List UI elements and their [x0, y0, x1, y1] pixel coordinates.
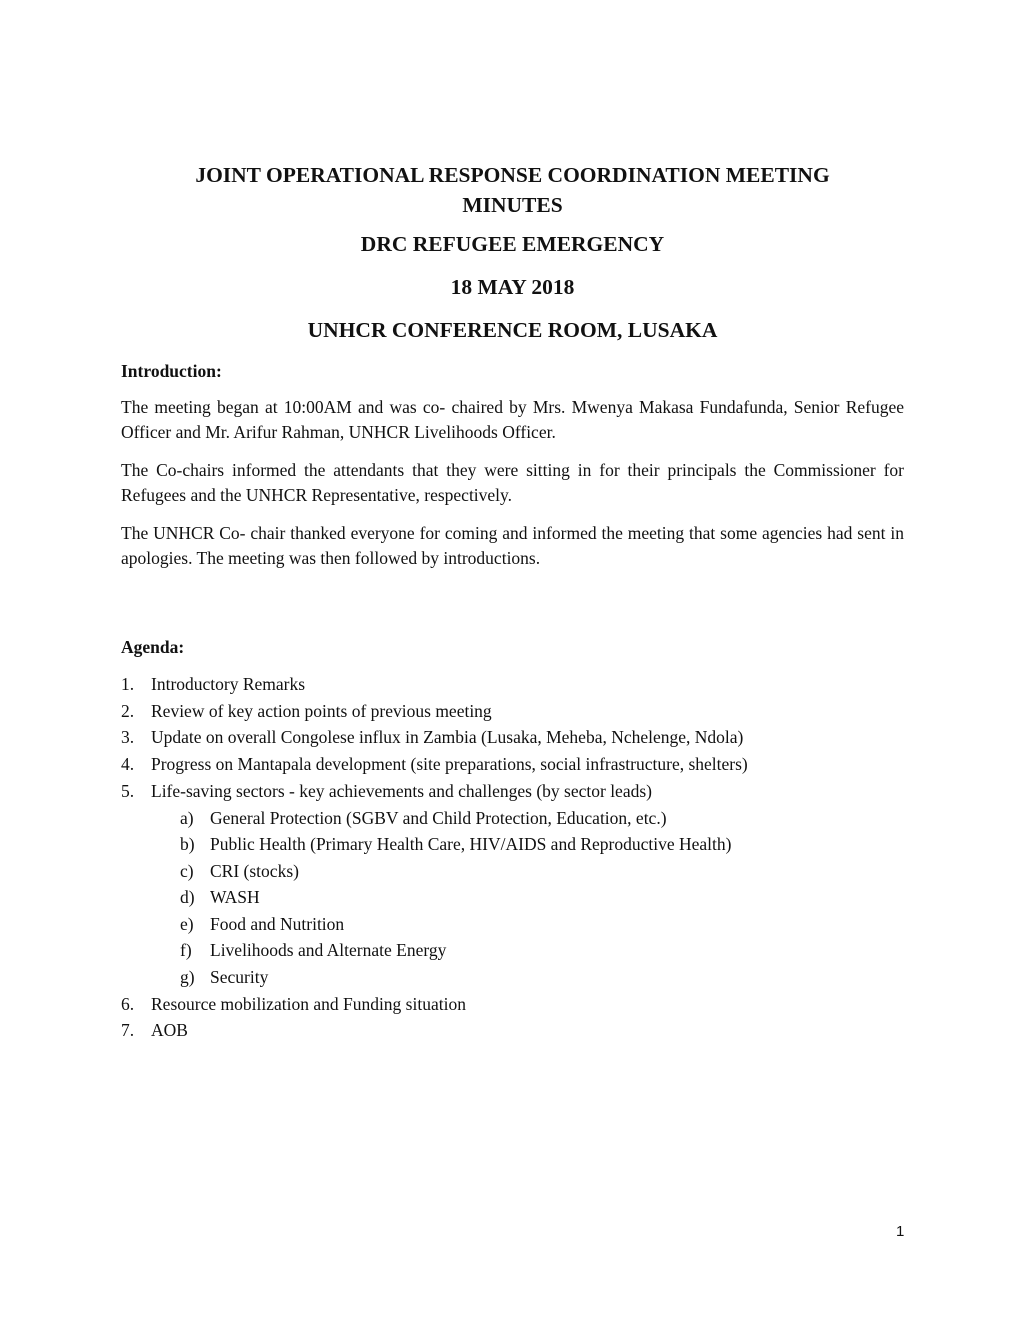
agenda-sub-item-letter: e): [180, 913, 194, 934]
document-date: 18 MAY 2018: [450, 275, 575, 299]
agenda-item: [121, 671, 904, 698]
agenda-item: [121, 724, 904, 751]
agenda-sub-item-letter: c): [180, 860, 194, 881]
agenda-sub-item: [121, 911, 904, 938]
agenda-item: [121, 751, 904, 778]
agenda-item-number: 4.: [121, 754, 135, 775]
agenda-sub-list-container: [121, 805, 904, 991]
section-spacer: [121, 584, 904, 634]
page-content: [121, 160, 904, 1044]
introduction-paragraph: The meeting began at 10:00AM and was co- chaired by Mrs. Mwenya Makasa Fundafunda, Senior Refugee Officer and Mr. Arifur Rahman, UNHCR Livelihoods Officer.: [121, 397, 904, 442]
agenda-sub-item-text: Public Health (Primary Health Care, HIV/AIDS and Reproductive Health): [210, 834, 732, 855]
agenda-item: [121, 991, 904, 1018]
agenda-sub-item-text: Livelihoods and Alternate Energy: [210, 940, 447, 961]
agenda-item-text: Review of key action points of previous meeting: [151, 700, 492, 721]
document-title: [121, 160, 904, 220]
agenda-item: [121, 778, 904, 805]
agenda-item-number: 5.: [121, 780, 135, 801]
agenda-list: [121, 671, 904, 1044]
agenda-item-text: Update on overall Congolese influx in Zambia (Lusaka, Meheba, Nchelenge, Ndola): [151, 727, 744, 748]
agenda-sub-item-text: WASH: [210, 887, 260, 908]
agenda-sub-item: [121, 858, 904, 885]
agenda-sub-item-text: General Protection (SGBV and Child Protection, Education, etc.): [210, 807, 667, 828]
agenda-sub-list: [121, 805, 904, 991]
agenda-sub-item-text: CRI (stocks): [210, 860, 299, 881]
agenda-sub-item-letter: f): [180, 940, 192, 961]
agenda-item-number: 1.: [121, 674, 135, 694]
agenda-item-number: 6.: [121, 993, 135, 1014]
agenda-item-text: Introductory Remarks: [151, 674, 306, 694]
agenda-item-number: 7.: [121, 1020, 135, 1041]
agenda-sub-item-letter: a): [180, 807, 194, 828]
agenda-item-text: Life-saving sectors - key achievements and challenges (by sector leads): [151, 780, 652, 801]
page-number: 1: [896, 1223, 905, 1240]
title-line: JOINT OPERATIONAL RESPONSE COORDINATION MEETING: [195, 163, 830, 187]
introduction-paragraph: The UNHCR Co- chair thanked everyone for coming and informed the meeting that some agencies had sent in apologies. The meeting was then followed by introductions.: [121, 523, 904, 568]
agenda-item-number: 3.: [121, 727, 135, 748]
agenda-item: [121, 698, 904, 725]
introduction-heading: Introduction:: [121, 361, 222, 381]
agenda-item-text: AOB: [151, 1020, 188, 1041]
agenda-sub-item: [121, 937, 904, 964]
agenda-sub-item-text: Security: [210, 967, 269, 988]
agenda-item-text: Progress on Mantapala development (site preparations, social infrastructure, shelters): [151, 754, 748, 775]
agenda-sub-item-letter: d): [180, 887, 195, 908]
agenda-sub-item: [121, 964, 904, 991]
agenda-sub-item-letter: b): [180, 834, 195, 855]
agenda-sub-item: [121, 805, 904, 832]
document-subtitle: DRC REFUGEE EMERGENCY: [360, 232, 665, 256]
agenda-sub-item-text: Food and Nutrition: [210, 913, 345, 934]
agenda-sub-item-letter: g): [180, 967, 195, 988]
title-line: MINUTES: [462, 193, 563, 217]
agenda-item-text: Resource mobilization and Funding situation: [151, 993, 466, 1014]
agenda-sub-item: [121, 831, 904, 858]
agenda-sub-item: [121, 884, 904, 911]
agenda-heading: Agenda:: [121, 637, 185, 657]
agenda-item-number: 2.: [121, 700, 135, 721]
agenda-item: [121, 1017, 904, 1044]
introduction-paragraph: The Co-chairs informed the attendants that they were sitting in for their principals the Commissioner for Refugees and the UNHCR Representative, respectively.: [121, 460, 904, 505]
document-location: UNHCR CONFERENCE ROOM, LUSAKA: [307, 318, 718, 342]
